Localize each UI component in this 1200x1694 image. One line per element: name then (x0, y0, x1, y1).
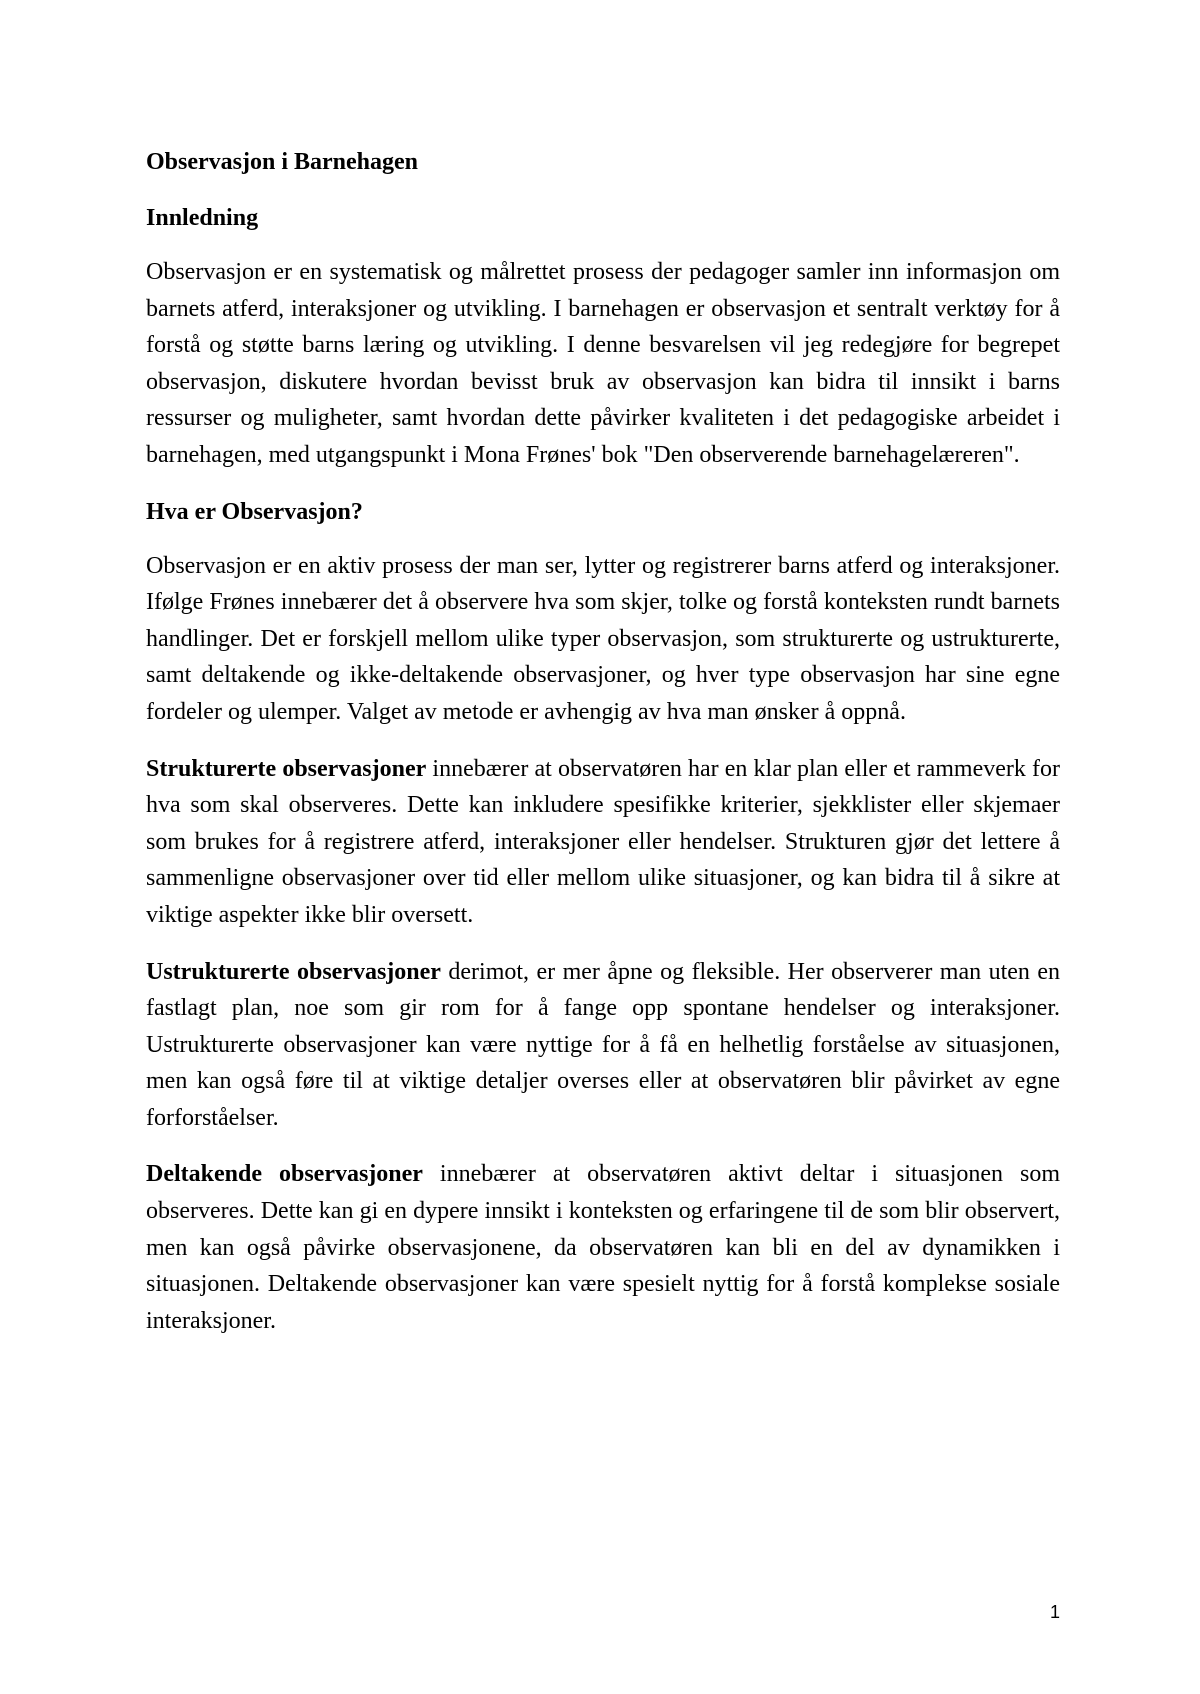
term-participant-observations: Deltakende observasjoner (146, 1161, 423, 1188)
paragraph-structured-observations (146, 751, 1060, 934)
paragraph-participant-observations (146, 1156, 1060, 1339)
page-number: 1 (1049, 1602, 1060, 1622)
term-structured-observations: Strukturerte observasjoner (146, 755, 427, 782)
page-content (146, 144, 1060, 1359)
heading-what-is-observation: Hva er Observasjon? (146, 498, 363, 525)
document-title: Observasjon i Barnehagen (146, 149, 419, 175)
heading-introduction: Innledning (146, 205, 259, 231)
text-unstructured-observations: derimot, er mer åpne og fleksible. Her observerer man uten en fastlagt plan, noe som gir rom for å fange opp spontane hendelser og interaksjoner. Ustrukturerte observasjoner kan være nyttige for å få en helhetlig forståelse av situasjonen, men kan også føre til at viktige detaljer overses eller at observatøren blir påvirket av egne forforståelser. (146, 958, 1061, 1131)
term-unstructured-observations: Ustrukturerte observasjoner (146, 958, 441, 985)
paragraph-introduction: Observasjon er en systematisk og målrettet prosess der pedagoger samler inn informasjon om barnets atferd, interaksjoner og utvikling. I barnehagen er observasjon et sentralt verktøy for å forstå og støtte barns læring og utvikling. I denne besvarelsen vil jeg redegjøre for begrepet observasjon, diskutere hvordan bevisst bruk av observasjon kan bidra til innsikt i barns ressurser og muligheter, samt hvordan dette påvirker kvaliteten i det pedagogiske arbeidet i barnehagen, med utgangspunkt i Mona Frønes' bok "Den observerende barnehagelæreren". (146, 259, 1060, 468)
paragraph-unstructured-observations (146, 954, 1060, 1137)
text-structured-observations: innebærer at observatøren har en klar plan eller et rammeverk for hva som skal observeres. Dette kan inkludere spesifikke kriterier, sjekklister eller skjemaer som brukes for å registrere atferd, interaksjoner eller hendelser. Strukturen gjør det lettere å sammenligne observasjoner over tid eller mellom ulike situasjoner, og kan bidra til å sikre at viktige aspekter ikke blir oversett. (146, 755, 1060, 928)
text-participant-observations: innebærer at observatøren aktivt deltar i situasjonen som observeres. Dette kan gi en dypere innsikt i konteksten og erfaringene til de som blir observert, men kan også påvirke observasjonene, da observatøren kan bli en del av dynamikken i situasjonen. Deltakende observasjoner kan være spesielt nyttig for å forstå komplekse sosiale interaksjoner. (146, 1161, 1061, 1334)
paragraph-what-is-observation: Observasjon er en aktiv prosess der man ser, lytter og registrerer barns atferd og interaksjoner. Ifølge Frønes innebærer det å observere hva som skjer, tolke og forstå konteksten rundt barnets handlinger. Det er forskjell mellom ulike typer observasjon, som strukturerte og ustrukturerte, samt deltakende og ikke-deltakende observasjoner, og hver type observasjon har sine egne fordeler og ulemper. Valget av metode er avhengig av hva man ønsker å oppnå. (146, 552, 1060, 725)
